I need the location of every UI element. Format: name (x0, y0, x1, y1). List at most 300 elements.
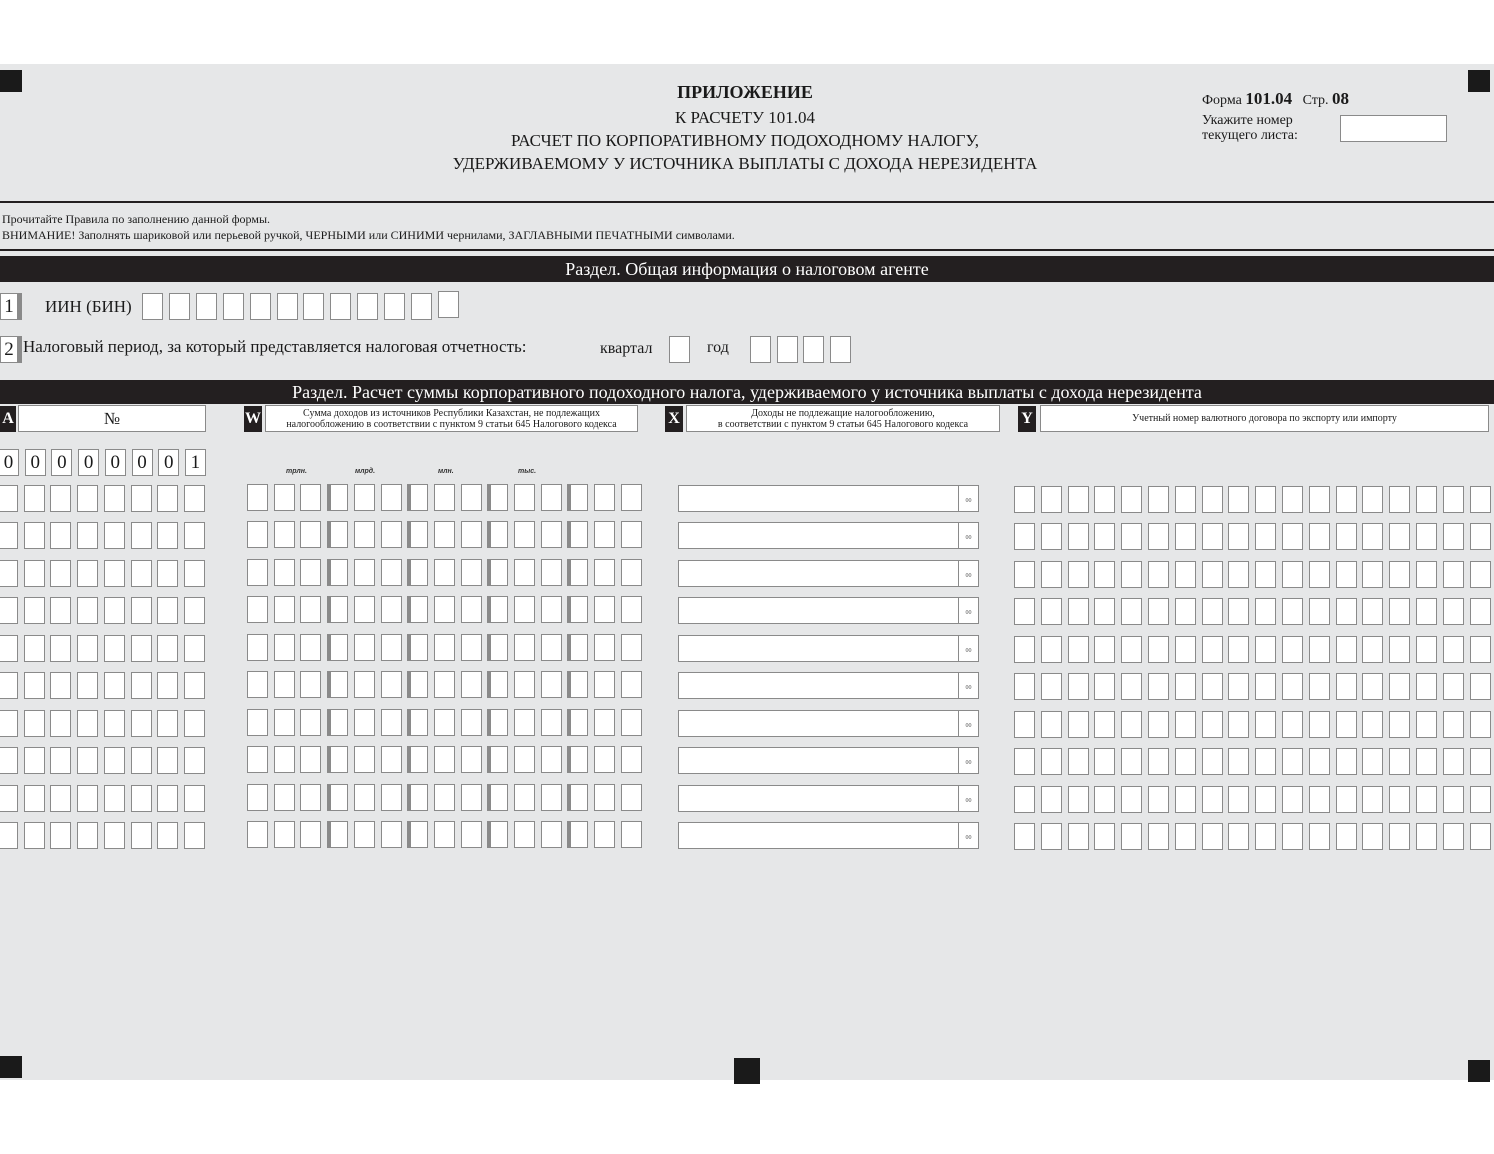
column-a-cell[interactable] (24, 597, 45, 624)
column-y-cell[interactable] (1470, 523, 1491, 550)
column-y-cell[interactable] (1470, 598, 1491, 625)
column-w-cell[interactable] (354, 709, 375, 736)
column-y-cell[interactable] (1309, 561, 1330, 588)
column-y-cell[interactable] (1014, 673, 1035, 700)
column-w-cell[interactable] (594, 634, 615, 661)
column-w-cell[interactable] (274, 634, 295, 661)
column-y-cell[interactable] (1041, 598, 1062, 625)
iin-cell[interactable] (250, 293, 271, 320)
column-w-cell[interactable] (541, 746, 562, 773)
column-w-cell[interactable] (514, 709, 535, 736)
column-y-cell[interactable] (1068, 786, 1089, 813)
column-y-cell[interactable] (1282, 523, 1303, 550)
column-w-cell[interactable] (274, 596, 295, 623)
column-y-cell[interactable] (1282, 598, 1303, 625)
column-a-cell[interactable] (104, 710, 125, 737)
column-x-decimal-cell[interactable]: 00 (958, 598, 978, 623)
column-y-cell[interactable] (1148, 598, 1169, 625)
column-w-cell[interactable] (487, 746, 508, 773)
column-y-cell[interactable] (1255, 598, 1276, 625)
column-x-field[interactable] (678, 785, 979, 812)
column-w-cell[interactable] (407, 709, 428, 736)
column-w-cell[interactable] (487, 559, 508, 586)
column-w-cell[interactable] (300, 709, 321, 736)
column-y-cell[interactable] (1336, 636, 1357, 663)
column-w-cell[interactable] (541, 709, 562, 736)
column-x-decimal-cell[interactable]: 00 (958, 748, 978, 773)
column-w-cell[interactable] (354, 746, 375, 773)
column-y-cell[interactable] (1094, 561, 1115, 588)
column-y-cell[interactable] (1121, 486, 1142, 513)
column-w-cell[interactable] (434, 709, 455, 736)
column-x-decimal-cell[interactable]: 00 (958, 561, 978, 586)
column-a-cell[interactable] (157, 522, 178, 549)
column-w-cell[interactable] (247, 559, 268, 586)
column-x-decimal-cell[interactable]: 00 (958, 823, 978, 848)
column-a-cell[interactable] (77, 822, 98, 849)
column-x-decimal-cell[interactable]: 00 (958, 786, 978, 811)
iin-cell[interactable] (169, 293, 190, 320)
column-y-cell[interactable] (1175, 523, 1196, 550)
column-w-cell[interactable] (327, 821, 348, 848)
year-cell[interactable] (830, 336, 851, 363)
column-y-cell[interactable] (1121, 823, 1142, 850)
column-w-cell[interactable] (567, 521, 588, 548)
column-w-cell[interactable] (621, 784, 642, 811)
column-y-cell[interactable] (1362, 786, 1383, 813)
column-a-cell[interactable] (50, 747, 71, 774)
column-a-cell[interactable] (0, 672, 18, 699)
column-y-cell[interactable] (1068, 636, 1089, 663)
column-y-cell[interactable] (1416, 673, 1437, 700)
column-w-cell[interactable] (300, 596, 321, 623)
column-a-cell[interactable] (184, 635, 205, 662)
column-y-cell[interactable] (1094, 523, 1115, 550)
column-a-cell[interactable] (184, 597, 205, 624)
column-y-cell[interactable] (1255, 748, 1276, 775)
column-y-cell[interactable] (1148, 711, 1169, 738)
column-a-cell[interactable] (157, 635, 178, 662)
column-a-cell[interactable] (0, 822, 18, 849)
column-y-cell[interactable] (1443, 748, 1464, 775)
column-a-cell[interactable] (0, 747, 18, 774)
column-w-cell[interactable] (434, 596, 455, 623)
column-w-cell[interactable] (407, 559, 428, 586)
column-w-cell[interactable] (407, 596, 428, 623)
column-w-cell[interactable] (381, 746, 402, 773)
sheet-number-input[interactable] (1340, 115, 1447, 142)
column-w-cell[interactable] (594, 596, 615, 623)
column-a-cell[interactable] (50, 522, 71, 549)
column-y-cell[interactable] (1094, 786, 1115, 813)
column-w-cell[interactable] (594, 559, 615, 586)
column-a-cell[interactable] (104, 785, 125, 812)
column-w-cell[interactable] (567, 634, 588, 661)
column-w-cell[interactable] (514, 784, 535, 811)
column-y-cell[interactable] (1309, 598, 1330, 625)
column-y-cell[interactable] (1336, 561, 1357, 588)
column-x-decimal-cell[interactable]: 00 (958, 711, 978, 736)
column-a-cell[interactable] (131, 597, 152, 624)
column-w-cell[interactable] (461, 784, 482, 811)
column-y-cell[interactable] (1470, 486, 1491, 513)
column-w-cell[interactable] (541, 634, 562, 661)
column-w-cell[interactable] (300, 746, 321, 773)
column-a-cell[interactable] (104, 672, 125, 699)
column-y-cell[interactable] (1121, 673, 1142, 700)
column-y-cell[interactable] (1443, 561, 1464, 588)
column-a-cell[interactable] (77, 485, 98, 512)
column-a-cell[interactable] (50, 560, 71, 587)
column-y-cell[interactable] (1255, 486, 1276, 513)
column-y-cell[interactable] (1014, 523, 1035, 550)
column-y-cell[interactable] (1014, 636, 1035, 663)
column-y-cell[interactable] (1336, 748, 1357, 775)
column-w-cell[interactable] (621, 521, 642, 548)
column-y-cell[interactable] (1282, 823, 1303, 850)
column-a-cell[interactable] (77, 785, 98, 812)
column-w-cell[interactable] (247, 596, 268, 623)
column-a-cell[interactable] (157, 822, 178, 849)
column-w-cell[interactable] (567, 784, 588, 811)
column-w-cell[interactable] (300, 784, 321, 811)
column-y-cell[interactable] (1228, 486, 1249, 513)
column-w-cell[interactable] (434, 746, 455, 773)
column-a-cell[interactable] (184, 785, 205, 812)
column-y-cell[interactable] (1014, 711, 1035, 738)
column-w-cell[interactable] (541, 671, 562, 698)
column-y-cell[interactable] (1041, 486, 1062, 513)
column-a-cell[interactable] (24, 485, 45, 512)
column-y-cell[interactable] (1094, 711, 1115, 738)
column-a-cell[interactable] (50, 485, 71, 512)
column-y-cell[interactable] (1309, 636, 1330, 663)
column-y-cell[interactable] (1068, 748, 1089, 775)
column-x-decimal-cell[interactable]: 00 (958, 636, 978, 661)
column-y-cell[interactable] (1362, 748, 1383, 775)
column-y-cell[interactable] (1068, 711, 1089, 738)
column-a-cell[interactable] (157, 485, 178, 512)
column-x-field[interactable] (678, 560, 979, 587)
column-y-cell[interactable] (1041, 636, 1062, 663)
column-a-cell[interactable] (50, 822, 71, 849)
column-w-cell[interactable] (567, 559, 588, 586)
column-a-cell[interactable] (104, 485, 125, 512)
column-y-cell[interactable] (1470, 748, 1491, 775)
column-a-cell[interactable] (157, 597, 178, 624)
column-y-cell[interactable] (1121, 598, 1142, 625)
column-w-cell[interactable] (381, 596, 402, 623)
column-w-cell[interactable] (594, 671, 615, 698)
iin-cell[interactable] (303, 293, 324, 320)
column-y-cell[interactable] (1228, 748, 1249, 775)
iin-cell[interactable] (196, 293, 217, 320)
column-y-cell[interactable] (1416, 748, 1437, 775)
column-y-cell[interactable] (1041, 823, 1062, 850)
column-y-cell[interactable] (1228, 823, 1249, 850)
column-w-cell[interactable] (300, 821, 321, 848)
column-y-cell[interactable] (1389, 711, 1410, 738)
column-a-cell[interactable] (131, 822, 152, 849)
column-w-cell[interactable] (461, 521, 482, 548)
column-w-cell[interactable] (514, 746, 535, 773)
column-w-cell[interactable] (407, 484, 428, 511)
column-a-cell[interactable] (24, 747, 45, 774)
column-w-cell[interactable] (434, 671, 455, 698)
column-y-cell[interactable] (1443, 673, 1464, 700)
column-w-cell[interactable] (434, 484, 455, 511)
column-w-cell[interactable] (594, 521, 615, 548)
column-w-cell[interactable] (354, 484, 375, 511)
column-w-cell[interactable] (274, 559, 295, 586)
column-a-cell[interactable] (104, 597, 125, 624)
column-a-cell[interactable] (0, 635, 18, 662)
column-y-cell[interactable] (1068, 673, 1089, 700)
column-y-cell[interactable] (1148, 636, 1169, 663)
column-y-cell[interactable] (1202, 636, 1223, 663)
column-y-cell[interactable] (1148, 786, 1169, 813)
column-w-cell[interactable] (594, 784, 615, 811)
column-w-cell[interactable] (487, 709, 508, 736)
column-w-cell[interactable] (247, 521, 268, 548)
column-w-cell[interactable] (621, 634, 642, 661)
column-y-cell[interactable] (1255, 523, 1276, 550)
column-w-cell[interactable] (541, 784, 562, 811)
column-y-cell[interactable] (1228, 523, 1249, 550)
column-w-cell[interactable] (247, 709, 268, 736)
column-x-field[interactable] (678, 597, 979, 624)
column-w-cell[interactable] (381, 559, 402, 586)
column-w-cell[interactable] (621, 484, 642, 511)
column-w-cell[interactable] (621, 559, 642, 586)
column-y-cell[interactable] (1041, 786, 1062, 813)
column-y-cell[interactable] (1148, 748, 1169, 775)
column-w-cell[interactable] (274, 746, 295, 773)
column-a-cell[interactable] (157, 747, 178, 774)
column-y-cell[interactable] (1175, 636, 1196, 663)
column-a-cell[interactable] (77, 747, 98, 774)
column-w-cell[interactable] (621, 596, 642, 623)
column-a-cell[interactable] (77, 635, 98, 662)
column-w-cell[interactable] (541, 596, 562, 623)
column-y-cell[interactable] (1014, 486, 1035, 513)
column-a-cell[interactable] (104, 747, 125, 774)
column-y-cell[interactable] (1014, 748, 1035, 775)
column-a-cell[interactable] (0, 710, 18, 737)
column-w-cell[interactable] (487, 671, 508, 698)
column-y-cell[interactable] (1336, 523, 1357, 550)
column-w-cell[interactable] (514, 521, 535, 548)
column-w-cell[interactable] (541, 521, 562, 548)
column-y-cell[interactable] (1014, 823, 1035, 850)
column-y-cell[interactable] (1228, 786, 1249, 813)
column-w-cell[interactable] (274, 671, 295, 698)
column-w-cell[interactable] (407, 746, 428, 773)
column-y-cell[interactable] (1443, 636, 1464, 663)
column-y-cell[interactable] (1362, 673, 1383, 700)
column-w-cell[interactable] (274, 521, 295, 548)
column-w-cell[interactable] (381, 784, 402, 811)
iin-cell[interactable] (142, 293, 163, 320)
column-y-cell[interactable] (1175, 673, 1196, 700)
column-y-cell[interactable] (1014, 786, 1035, 813)
column-w-cell[interactable] (354, 784, 375, 811)
column-w-cell[interactable] (407, 634, 428, 661)
column-w-cell[interactable] (300, 484, 321, 511)
column-y-cell[interactable] (1094, 673, 1115, 700)
column-y-cell[interactable] (1282, 636, 1303, 663)
column-y-cell[interactable] (1255, 711, 1276, 738)
column-x-field[interactable] (678, 710, 979, 737)
column-w-cell[interactable] (381, 521, 402, 548)
column-w-cell[interactable] (327, 671, 348, 698)
column-w-cell[interactable] (300, 671, 321, 698)
column-w-cell[interactable] (461, 821, 482, 848)
iin-cell[interactable] (438, 291, 459, 318)
column-y-cell[interactable] (1309, 786, 1330, 813)
column-w-cell[interactable] (327, 484, 348, 511)
column-w-cell[interactable] (594, 484, 615, 511)
column-w-cell[interactable] (514, 671, 535, 698)
column-y-cell[interactable] (1121, 786, 1142, 813)
column-w-cell[interactable] (247, 821, 268, 848)
column-x-field[interactable] (678, 522, 979, 549)
column-w-cell[interactable] (514, 559, 535, 586)
column-y-cell[interactable] (1202, 748, 1223, 775)
column-y-cell[interactable] (1362, 598, 1383, 625)
column-a-cell[interactable] (157, 560, 178, 587)
column-y-cell[interactable] (1309, 673, 1330, 700)
column-y-cell[interactable] (1389, 786, 1410, 813)
column-w-cell[interactable] (354, 559, 375, 586)
column-y-cell[interactable] (1443, 486, 1464, 513)
column-w-cell[interactable] (300, 521, 321, 548)
column-w-cell[interactable] (247, 671, 268, 698)
column-y-cell[interactable] (1121, 711, 1142, 738)
column-w-cell[interactable] (300, 634, 321, 661)
column-w-cell[interactable] (541, 484, 562, 511)
iin-cell[interactable] (330, 293, 351, 320)
column-y-cell[interactable] (1175, 786, 1196, 813)
column-a-cell[interactable] (157, 710, 178, 737)
column-a-cell[interactable] (184, 747, 205, 774)
column-y-cell[interactable] (1389, 823, 1410, 850)
column-y-cell[interactable] (1121, 523, 1142, 550)
column-y-cell[interactable] (1068, 561, 1089, 588)
column-a-cell[interactable] (104, 635, 125, 662)
column-y-cell[interactable] (1148, 486, 1169, 513)
column-a-cell[interactable] (104, 522, 125, 549)
column-w-cell[interactable] (381, 634, 402, 661)
column-w-cell[interactable] (567, 671, 588, 698)
column-w-cell[interactable] (407, 671, 428, 698)
column-w-cell[interactable] (514, 634, 535, 661)
column-w-cell[interactable] (621, 746, 642, 773)
column-w-cell[interactable] (461, 484, 482, 511)
column-w-cell[interactable] (541, 821, 562, 848)
column-w-cell[interactable] (487, 821, 508, 848)
column-y-cell[interactable] (1362, 523, 1383, 550)
column-a-cell[interactable] (131, 560, 152, 587)
column-y-cell[interactable] (1416, 786, 1437, 813)
column-y-cell[interactable] (1228, 636, 1249, 663)
column-y-cell[interactable] (1470, 673, 1491, 700)
column-w-cell[interactable] (274, 709, 295, 736)
column-x-decimal-cell[interactable]: 00 (958, 486, 978, 511)
column-a-cell[interactable] (131, 485, 152, 512)
column-y-cell[interactable] (1014, 561, 1035, 588)
column-w-cell[interactable] (487, 596, 508, 623)
column-a-cell[interactable] (24, 785, 45, 812)
column-y-cell[interactable] (1014, 598, 1035, 625)
column-w-cell[interactable] (461, 634, 482, 661)
column-w-cell[interactable] (461, 559, 482, 586)
column-y-cell[interactable] (1068, 823, 1089, 850)
column-w-cell[interactable] (274, 484, 295, 511)
column-w-cell[interactable] (354, 821, 375, 848)
column-a-cell[interactable] (184, 560, 205, 587)
column-w-cell[interactable] (434, 559, 455, 586)
column-y-cell[interactable] (1094, 598, 1115, 625)
column-y-cell[interactable] (1389, 673, 1410, 700)
column-y-cell[interactable] (1255, 561, 1276, 588)
column-y-cell[interactable] (1282, 711, 1303, 738)
column-y-cell[interactable] (1175, 561, 1196, 588)
column-y-cell[interactable] (1175, 598, 1196, 625)
column-y-cell[interactable] (1336, 711, 1357, 738)
column-a-cell[interactable] (77, 560, 98, 587)
column-y-cell[interactable] (1148, 823, 1169, 850)
column-y-cell[interactable] (1202, 523, 1223, 550)
column-y-cell[interactable] (1202, 673, 1223, 700)
column-y-cell[interactable] (1416, 598, 1437, 625)
column-w-cell[interactable] (327, 559, 348, 586)
column-a-cell[interactable] (24, 822, 45, 849)
column-y-cell[interactable] (1068, 523, 1089, 550)
column-x-field[interactable] (678, 822, 979, 849)
column-a-cell[interactable] (184, 822, 205, 849)
column-y-cell[interactable] (1175, 711, 1196, 738)
column-a-cell[interactable] (50, 710, 71, 737)
column-a-cell[interactable] (104, 822, 125, 849)
column-y-cell[interactable] (1228, 598, 1249, 625)
column-a-cell[interactable] (50, 672, 71, 699)
column-a-cell[interactable] (50, 635, 71, 662)
column-y-cell[interactable] (1416, 823, 1437, 850)
column-y-cell[interactable] (1202, 786, 1223, 813)
column-w-cell[interactable] (567, 746, 588, 773)
column-y-cell[interactable] (1041, 748, 1062, 775)
column-a-cell[interactable] (131, 672, 152, 699)
column-w-cell[interactable] (461, 746, 482, 773)
column-y-cell[interactable] (1416, 636, 1437, 663)
column-w-cell[interactable] (247, 784, 268, 811)
column-y-cell[interactable] (1443, 598, 1464, 625)
column-w-cell[interactable] (461, 671, 482, 698)
column-a-cell[interactable] (24, 522, 45, 549)
column-y-cell[interactable] (1041, 711, 1062, 738)
year-cell[interactable] (803, 336, 824, 363)
column-y-cell[interactable] (1228, 561, 1249, 588)
column-a-cell[interactable] (184, 672, 205, 699)
column-y-cell[interactable] (1443, 823, 1464, 850)
column-x-field[interactable] (678, 747, 979, 774)
column-y-cell[interactable] (1389, 636, 1410, 663)
column-y-cell[interactable] (1255, 636, 1276, 663)
column-w-cell[interactable] (594, 709, 615, 736)
quarter-input[interactable] (669, 336, 690, 363)
column-w-cell[interactable] (247, 484, 268, 511)
